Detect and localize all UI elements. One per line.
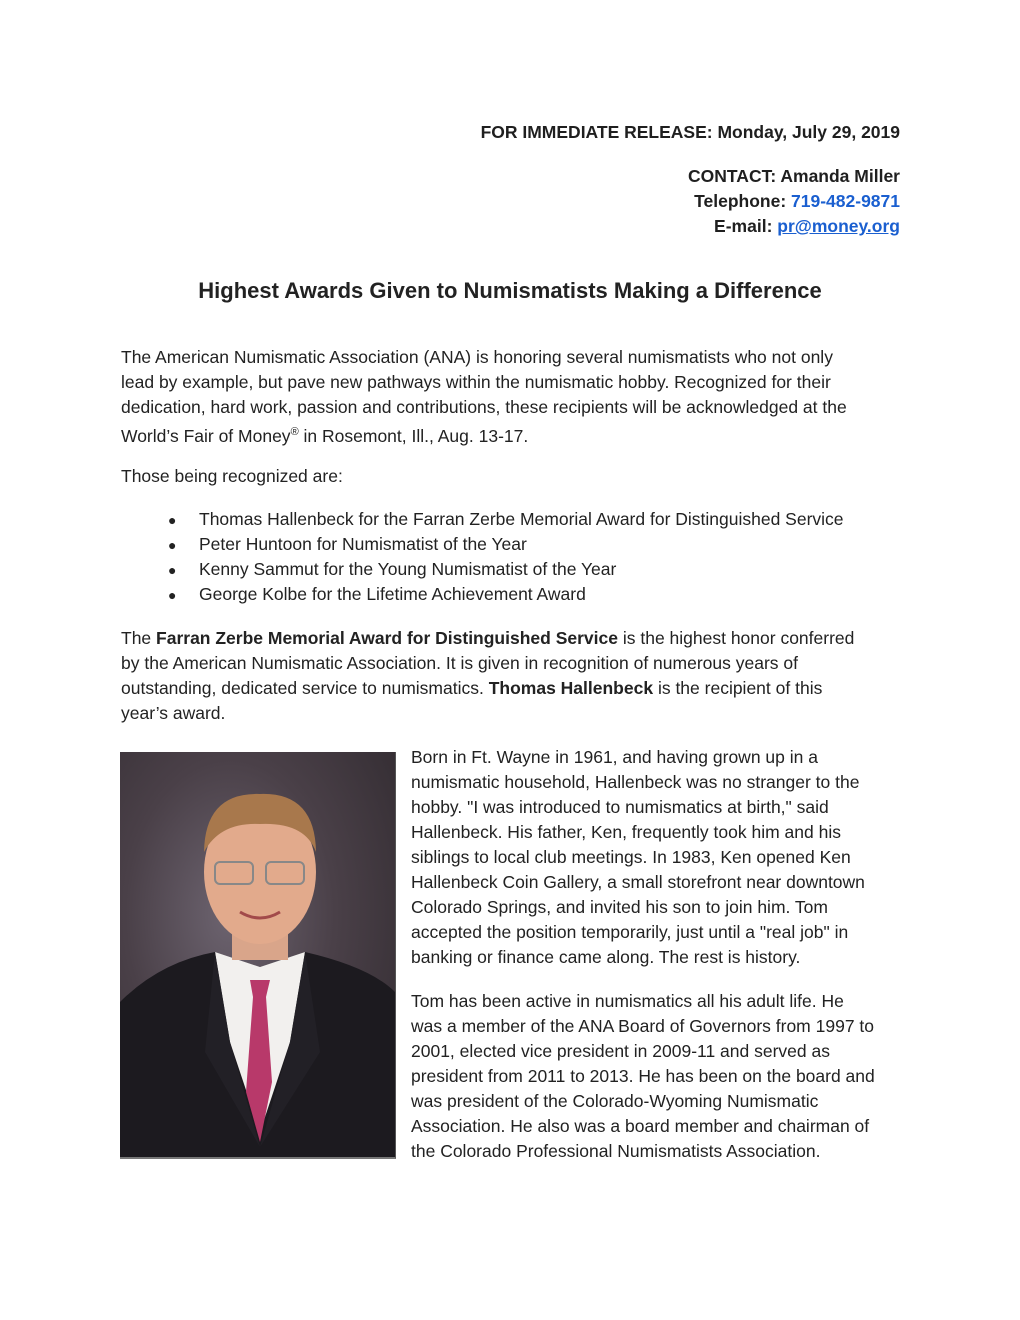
page-title: Highest Awards Given to Numismatists Making a Difference <box>198 278 822 303</box>
recognized-intro: Those being recognized are: <box>121 466 343 486</box>
email-line <box>714 216 900 237</box>
para-line <box>121 626 854 651</box>
intro-line: dedication, hard work, passion and contributions, these recipients will be acknowledged at the <box>121 397 847 417</box>
bio-paragraph-1 <box>411 745 865 970</box>
para-line: siblings to local club meetings. In 1983, Ken opened Ken <box>411 847 851 867</box>
para-line: Colorado Springs, and invited his son to join him. Tom <box>411 897 828 917</box>
para-line: Hallenbeck Coin Gallery, a small storefront near downtown <box>411 872 865 892</box>
para-line: 2001, elected vice president in 2009-11 and served as <box>411 1041 830 1061</box>
award-name: Farran Zerbe Memorial Award for Distinguished Service <box>156 628 618 648</box>
list-item <box>168 557 844 582</box>
para-line: by the American Numismatic Association. It is given in recognition of numerous years of <box>121 653 798 673</box>
text: is the recipient of this <box>653 678 823 698</box>
bullet-icon: ● <box>168 512 177 528</box>
registered-mark: ® <box>290 426 299 438</box>
event-name: World’s Fair of Money <box>121 425 291 446</box>
farran-paragraph <box>121 626 854 726</box>
intro-line: The American Numismatic Association (ANA) is honoring several numismatists who not only <box>121 347 833 367</box>
para-line: accepted the position temporarily, just until a "real job" in <box>411 922 849 942</box>
telephone-number: 719-482-9871 <box>791 191 900 211</box>
para-line: president from 2011 to 2013. He has been on the board and <box>411 1066 875 1086</box>
text: The <box>121 628 157 648</box>
para-line: Association. He also was a board member and chairman of <box>411 1116 870 1136</box>
contact-name: CONTACT: Amanda Miller <box>688 166 900 186</box>
bullet-icon: ● <box>168 562 177 578</box>
recipient-text: Peter Huntoon for Numismatist of the Year <box>199 534 527 554</box>
recipient-name: Thomas Hallenbeck <box>488 678 654 698</box>
para-line: was president of the Colorado-Wyoming Numismatic <box>411 1091 819 1111</box>
bullet-icon: ● <box>168 537 177 553</box>
intro-line <box>121 420 847 445</box>
para-line: the Colorado Professional Numismatists Association. <box>411 1141 821 1161</box>
text: is the highest honor conferred <box>617 628 855 648</box>
para-line: year’s award. <box>121 703 226 723</box>
recipient-text: George Kolbe for the Lifetime Achievement Award <box>199 584 586 604</box>
para-line: numismatic household, Hallenbeck was no stranger to the <box>411 772 860 792</box>
event-location: in Rosemont, Ill., Aug. 13-17. <box>298 425 529 446</box>
email-label: E-mail: <box>714 216 778 236</box>
para-line <box>121 676 854 701</box>
para-line: Hallenbeck. His father, Ken, frequently took him and his <box>411 822 841 842</box>
bio-paragraph-2 <box>411 989 875 1164</box>
list-item <box>168 582 844 607</box>
portrait-illustration <box>120 752 395 1157</box>
intro-line: lead by example, but pave new pathways within the numismatic hobby. Recognized for their <box>121 372 831 392</box>
recipient-text: Kenny Sammut for the Young Numismatist of the Year <box>199 559 617 579</box>
para-line: Tom has been active in numismatics all his adult life. He <box>411 991 844 1011</box>
portrait-photo <box>120 752 396 1159</box>
email-link[interactable]: pr@money.org <box>777 216 900 236</box>
list-item <box>168 532 844 557</box>
telephone-line <box>694 191 900 212</box>
list-item <box>168 507 844 532</box>
bullet-icon: ● <box>168 587 177 603</box>
recipients-list <box>168 507 844 607</box>
release-date: FOR IMMEDIATE RELEASE: Monday, July 29, 2019 <box>480 122 900 142</box>
telephone-label: Telephone: <box>694 191 792 211</box>
para-line: hobby. "I was introduced to numismatics at birth," said <box>411 797 829 817</box>
text: outstanding, dedicated service to numismatics. <box>121 678 489 698</box>
para-line: Born in Ft. Wayne in 1961, and having grown up in a <box>411 747 818 767</box>
intro-paragraph <box>121 345 847 445</box>
para-line: banking or finance came along. The rest is history. <box>411 947 801 967</box>
recipient-text: Thomas Hallenbeck for the Farran Zerbe Memorial Award for Distinguished Service <box>199 509 844 529</box>
para-line: was a member of the ANA Board of Governors from 1997 to <box>411 1016 875 1036</box>
